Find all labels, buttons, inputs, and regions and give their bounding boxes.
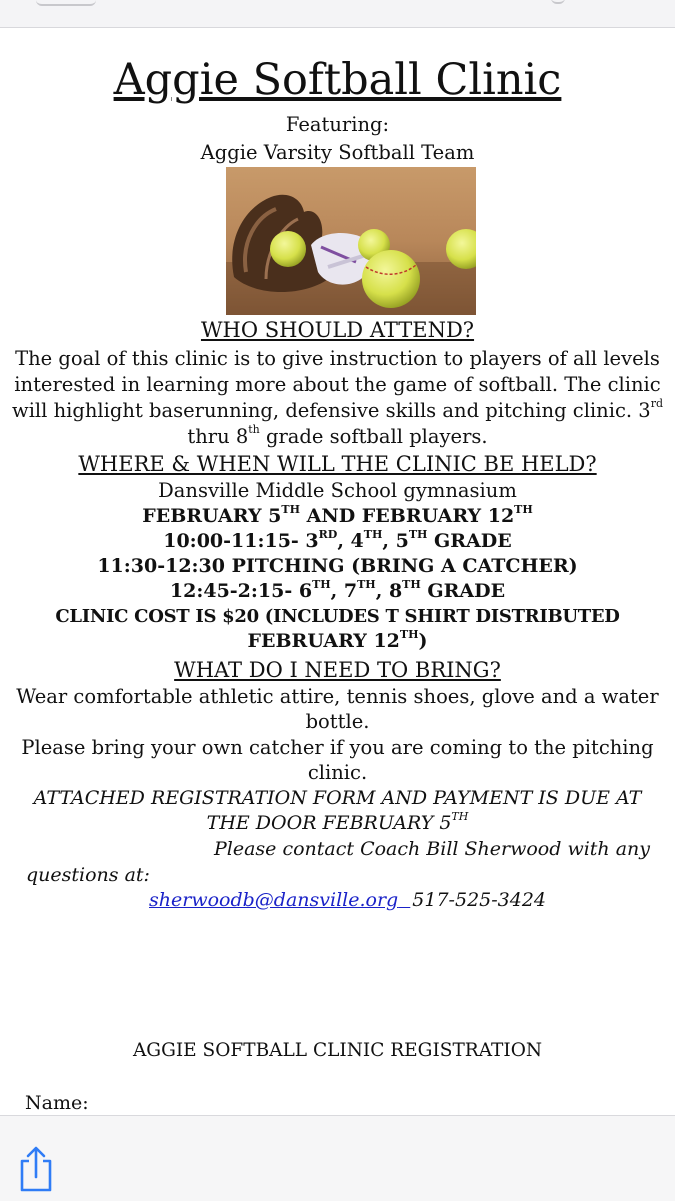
session-1: 10:00-11:15- 3RD, 4TH, 5TH GRADE <box>163 528 512 552</box>
document-page <box>0 28 675 1114</box>
phone-number[interactable]: 517-525-3424 <box>412 889 547 911</box>
who-text-line-1: The goal of this clinic is to give instruction to players of all levels <box>15 347 660 370</box>
toolbar-action-control[interactable] <box>551 0 565 4</box>
bring-text-line-1: Wear comfortable athletic attire, tennis shoes, glove and a water <box>16 685 659 708</box>
clinic-dates: FEBRUARY 5TH AND FEBRUARY 12TH <box>142 503 533 527</box>
where-location: Dansville Middle School gymnasium <box>158 479 517 502</box>
registration-note-line-2: THE DOOR FEBRUARY 5TH <box>206 810 469 834</box>
featuring-label: Featuring: <box>285 113 390 136</box>
who-text-line-3: will highlight baserunning, defensive skills and pitching clinic. 3rd <box>12 397 663 422</box>
page-title: Aggie Softball Clinic <box>113 55 562 105</box>
email-link[interactable]: sherwoodb@dansville.org <box>149 889 399 911</box>
bring-heading: WHAT DO I NEED TO BRING? <box>174 658 501 682</box>
softball-glove-image <box>226 167 476 315</box>
contact-line-3 <box>149 888 546 913</box>
clinic-cost-line-2: FEBRUARY 12TH) <box>247 628 428 652</box>
contact-line-1: Please contact Coach Bill Sherwood with any <box>214 838 650 860</box>
featuring-team: Aggie Varsity Softball Team <box>200 141 475 164</box>
share-icon <box>16 1146 56 1196</box>
clinic-cost-line-1: CLINIC COST IS $20 (INCLUDES T SHIRT DISTRIBUTED <box>55 606 620 627</box>
who-text-line-2: interested in learning more about the game of softball. The clinic <box>14 373 661 396</box>
softball-glove-photo <box>226 167 476 315</box>
toolbar-back-control[interactable] <box>36 0 96 6</box>
registration-note-line-1: ATTACHED REGISTRATION FORM AND PAYMENT IS DUE AT <box>33 787 642 809</box>
registration-title: AGGIE SOFTBALL CLINIC REGISTRATION <box>132 1040 543 1061</box>
top-toolbar <box>0 0 675 28</box>
session-2: 11:30-12:30 PITCHING (BRING A CATCHER) <box>97 555 578 577</box>
share-button[interactable] <box>16 1146 56 1196</box>
name-label: Name: <box>25 1092 89 1114</box>
session-3: 12:45-2:15- 6TH, 7TH, 8TH GRADE <box>169 578 506 602</box>
who-heading: WHO SHOULD ATTEND? <box>200 318 475 342</box>
bring-text-line-2: bottle. <box>305 710 370 733</box>
bring-text-line-4: clinic. <box>307 761 368 784</box>
where-heading: WHERE & WHEN WILL THE CLINIC BE HELD? <box>78 452 597 476</box>
who-text-line-4: thru 8th grade softball players. <box>187 423 488 448</box>
bottom-toolbar <box>0 1115 675 1201</box>
contact-line-2: questions at: <box>26 864 150 886</box>
link-spacer <box>398 889 410 911</box>
bring-text-line-3: Please bring your own catcher if you are coming to the pitching <box>21 736 654 759</box>
